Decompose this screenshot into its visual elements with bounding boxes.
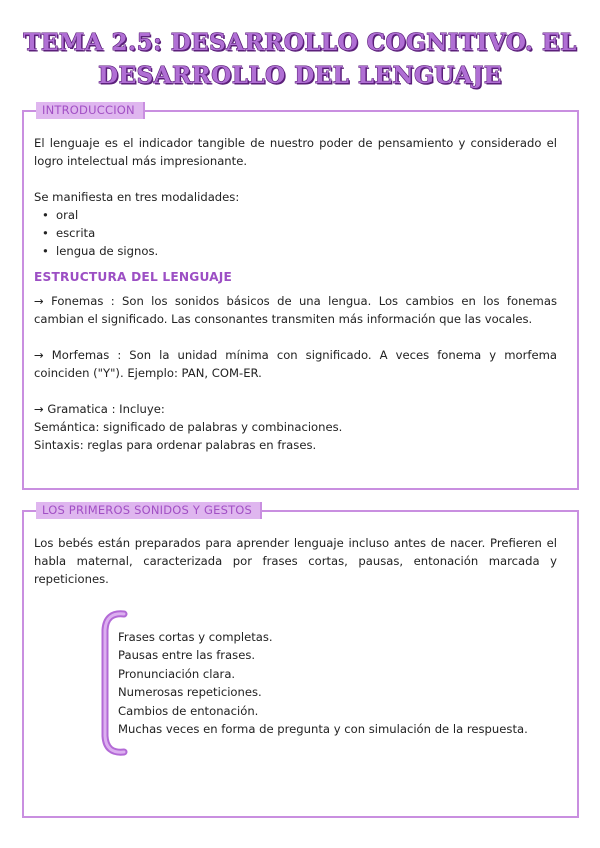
list-item: Numerosas repeticiones.	[118, 685, 262, 700]
list-item: Frases cortas y completas.	[118, 630, 273, 644]
list-item: Pronunciación clara.	[118, 666, 236, 681]
list-item: Cambios de entonación.	[118, 703, 259, 718]
intro-content	[34, 134, 557, 454]
sounds-content	[34, 534, 557, 588]
features-list	[118, 628, 528, 738]
intro-tag: INTRODUCCION	[36, 102, 145, 119]
sounds-paragraph: Los bebés están preparados para aprender lenguaje incluso antes de nacer. Prefieren el habla maternal, caracterizada por frases cortas, pausas, entonación marcada y repeticiones.	[34, 536, 557, 586]
sounds-tag: LOS PRIMEROS SONIDOS Y GESTOS	[36, 502, 262, 519]
structure-heading: ESTRUCTURA DEL LENGUAJE	[34, 270, 233, 284]
intro-section	[22, 103, 579, 490]
fonemas-text: → Fonemas : Son los sonidos básicos de una lengua. Los cambios en los fonemas cambian el significado. Las consonantes transmiten más información que las vocales.	[34, 294, 557, 326]
page-title-line1: TEMA 2.5: DESARROLLO COGNITIVO. EL	[23, 29, 577, 56]
morfemas-text: → Morfemas : Son la unidad mínima con significado. A veces fonema y morfema coinciden ("Y"). Ejemplo: PAN, COM-ER.	[34, 348, 557, 380]
page-title	[0, 26, 600, 92]
sounds-section	[22, 503, 579, 818]
sintaxis-text: Sintaxis: reglas para ordenar palabras en frases.	[34, 438, 317, 452]
list-item: • oral	[42, 206, 557, 224]
semantica-text: Semántica: significado de palabras y combinaciones.	[34, 420, 343, 434]
modes-list	[34, 206, 557, 260]
list-item: Pausas entre las frases.	[118, 648, 256, 663]
intro-paragraph: El lenguaje es el indicador tangible de nuestro poder de pensamiento y considerado el logro intelectual más impresionante.	[34, 136, 557, 168]
page-title-line2: DESARROLLO DEL LENGUAJE	[98, 62, 502, 89]
modes-intro: Se manifiesta en tres modalidades:	[34, 190, 240, 204]
list-item: • escrita	[42, 224, 557, 242]
gramatica-text: → Gramatica : Incluye:	[34, 402, 165, 416]
list-item: • lengua de signos.	[42, 242, 557, 260]
list-item: Muchas veces en forma de pregunta y con simulación de la respuesta.	[118, 722, 528, 737]
